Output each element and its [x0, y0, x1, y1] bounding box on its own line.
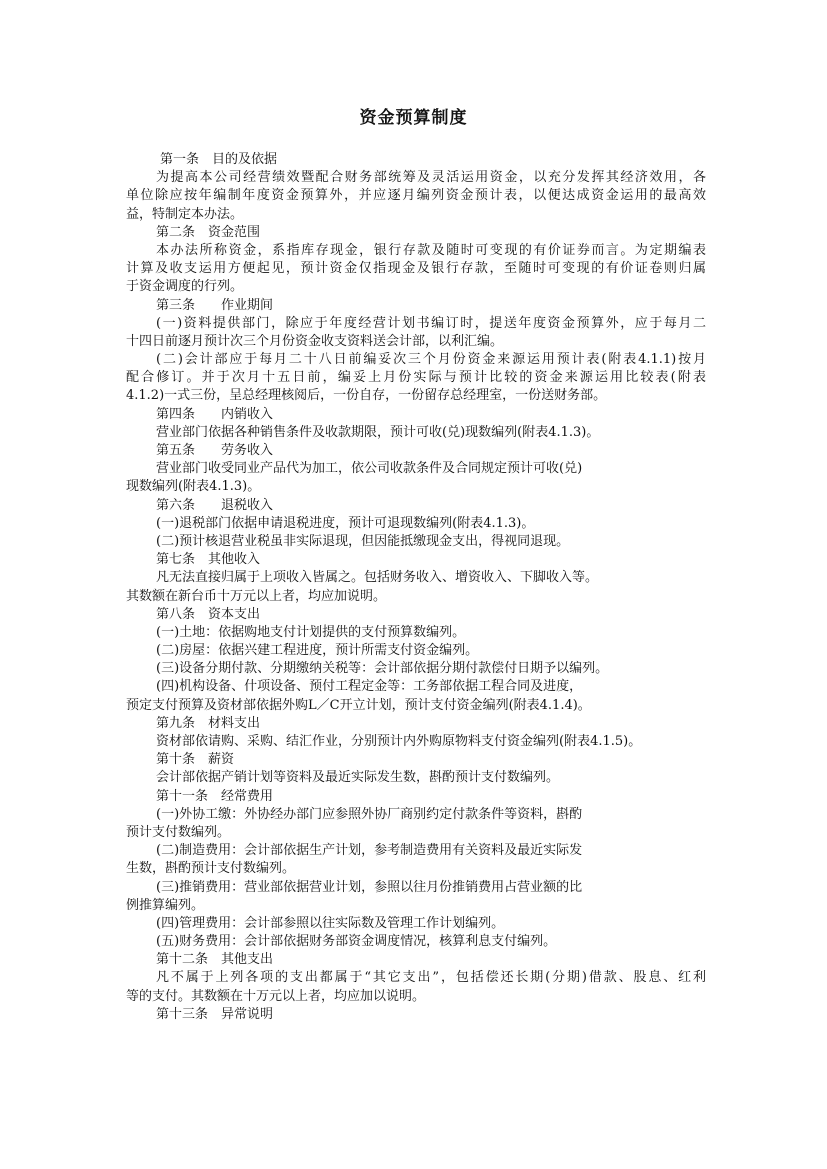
document-line: 十四日前逐月预计次三个月份资金收支资料送会计部，以利汇编。: [126, 333, 504, 349]
document-line: 第五条 劳务收入: [156, 443, 274, 458]
document-line: 第十一条 经常费用: [156, 788, 274, 804]
document-line: 益，特制定本办法。: [126, 206, 244, 222]
document-line: 凡不属于上列各项的支出都属于“其它支出”，包括偿还长期(分期)借款、股息、红利: [156, 970, 706, 986]
document-line: 第一条 目的及依据: [160, 152, 278, 167]
document-line: (三)推销费用：营业部依据营业计划，参照以往月份推销费用占营业额的比: [156, 879, 583, 895]
document-line: 预定支付预算及资材部依据外购L／C开立计划，预计支付资金编列(附表4.1.4)。: [126, 697, 591, 713]
document-line: 第四条 内销收入: [156, 406, 274, 422]
document-line: (四)管理费用：会计部参照以往实际数及管理工作计划编列。: [156, 915, 505, 931]
document-line: (三)设备分期付款、分期缴纳关税等：会计部依据分期付款偿付日期予以编列。: [156, 661, 609, 677]
document-line: 为提高本公司经营绩效暨配合财务部统筹及灵活运用资金，以充分发挥其经济效用，各: [156, 170, 706, 186]
document-line: 4.1.2)一式三份，呈总经理核阅后，一份自存，一份留存总经理室，一份送财务部。: [126, 388, 607, 404]
document-line: (四)机构设备、什项设备、预付工程定金等：工务部依据工程合同及进度，: [156, 679, 583, 695]
document-line: 现数编列(附表4.1.3)。: [126, 479, 261, 495]
document-line: 第七条 其他收入: [156, 552, 261, 568]
document-line: (二)会计部应于每月二十八日前编妥次三个月份资金来源运用预计表(附表4.1.1)按月: [156, 352, 706, 368]
document-line: (二)制造费用：会计部依据生产计划，参考制造费用有关资料及最近实际发: [156, 843, 583, 859]
document-line: (一)土地：依据购地支付计划提供的支付预算数编列。: [156, 624, 466, 640]
document-line: (二)房屋：依据兴建工程进度，预计所需支付资金编列。: [156, 643, 479, 659]
document-line: 凡无法直接归属于上项收入皆属之。包括财务收入、增资收入、下脚收入等。: [156, 570, 599, 586]
document-line: 第八条 资本支出: [156, 606, 261, 622]
document-line: 第六条 退税收入: [156, 497, 274, 513]
document-title: 资金预算制度: [359, 108, 468, 128]
document-line: 会计部依据产销计划等资料及最近实际发生数，斟酌预计支付数编列。: [156, 770, 560, 786]
document-line: 其数额在新台币十万元以上者，均应加说明。: [126, 588, 387, 604]
document-line: 配合修订。并于次月十五日前，编妥上月份实际与预计比较的资金来源运用比较表(附表: [126, 370, 706, 386]
document-line: 于资金调度的行列。: [126, 279, 244, 295]
document-line: 第九条 材料支出: [156, 715, 261, 731]
document-line: 第二条 资金范围: [156, 224, 261, 240]
document-line: 生数，斟酌预计支付数编列。: [126, 861, 296, 877]
document-line: 资材部依请购、采购、结汇作业，分别预计内外购原物料支付资金编列(附表4.1.5)。: [156, 734, 642, 749]
document-line: 单位除应按年编制年度资金预算外，并应逐月编列资金预计表，以便达成资金运用的最高效: [126, 188, 706, 204]
document-line: (一)资料提供部门，除应于年度经营计划书编订时，提送年度资金预算外，应于每月二: [156, 315, 706, 331]
document-line: (二)预计核退营业税虽非实际退现，但因能抵缴现金支出，得视同退现。: [156, 533, 570, 549]
document-line: 预计支付数编列。: [126, 824, 231, 840]
document-line: 本办法所称资金，系指库存现金，银行存款及随时可变现的有价证券而言。为定期编表: [156, 242, 706, 258]
document-line: 营业部门依据各种销售条件及收款期限，预计可收(兑)现数编列(附表4.1.3)。: [156, 424, 600, 440]
document-line: (五)财务费用：会计部依据财务部资金调度情况，核算利息支付编列。: [156, 934, 557, 950]
document-line: 等的支付。其数额在十万元以上者，均应加以说明。: [126, 988, 426, 1004]
document-line: 计算及收支运用方便起见，预计资金仅指现金及银行存款，至随时可变现的有价证卷则归属: [126, 261, 706, 277]
document-line: 第十三条 异常说明: [156, 1006, 274, 1022]
document-line: 第三条 作业期间: [156, 297, 274, 313]
document-body: [126, 151, 706, 1024]
document-line: (一)外协工缴：外协经办部门应参照外协厂商别约定付款条件等资料，斟酌: [156, 806, 583, 822]
document-line: (一)退税部门依据申请退税进度，预计可退现数编列(附表4.1.3)。: [156, 515, 535, 531]
document-line: 第十条 薪资: [156, 752, 235, 768]
document-line: 营业部门收受同业产品代为加工，依公司收款条件及合同规定预计可收(兑): [156, 461, 583, 477]
document-line: 例推算编列。: [126, 897, 205, 913]
document-line: 第十二条 其他支出: [156, 952, 274, 968]
